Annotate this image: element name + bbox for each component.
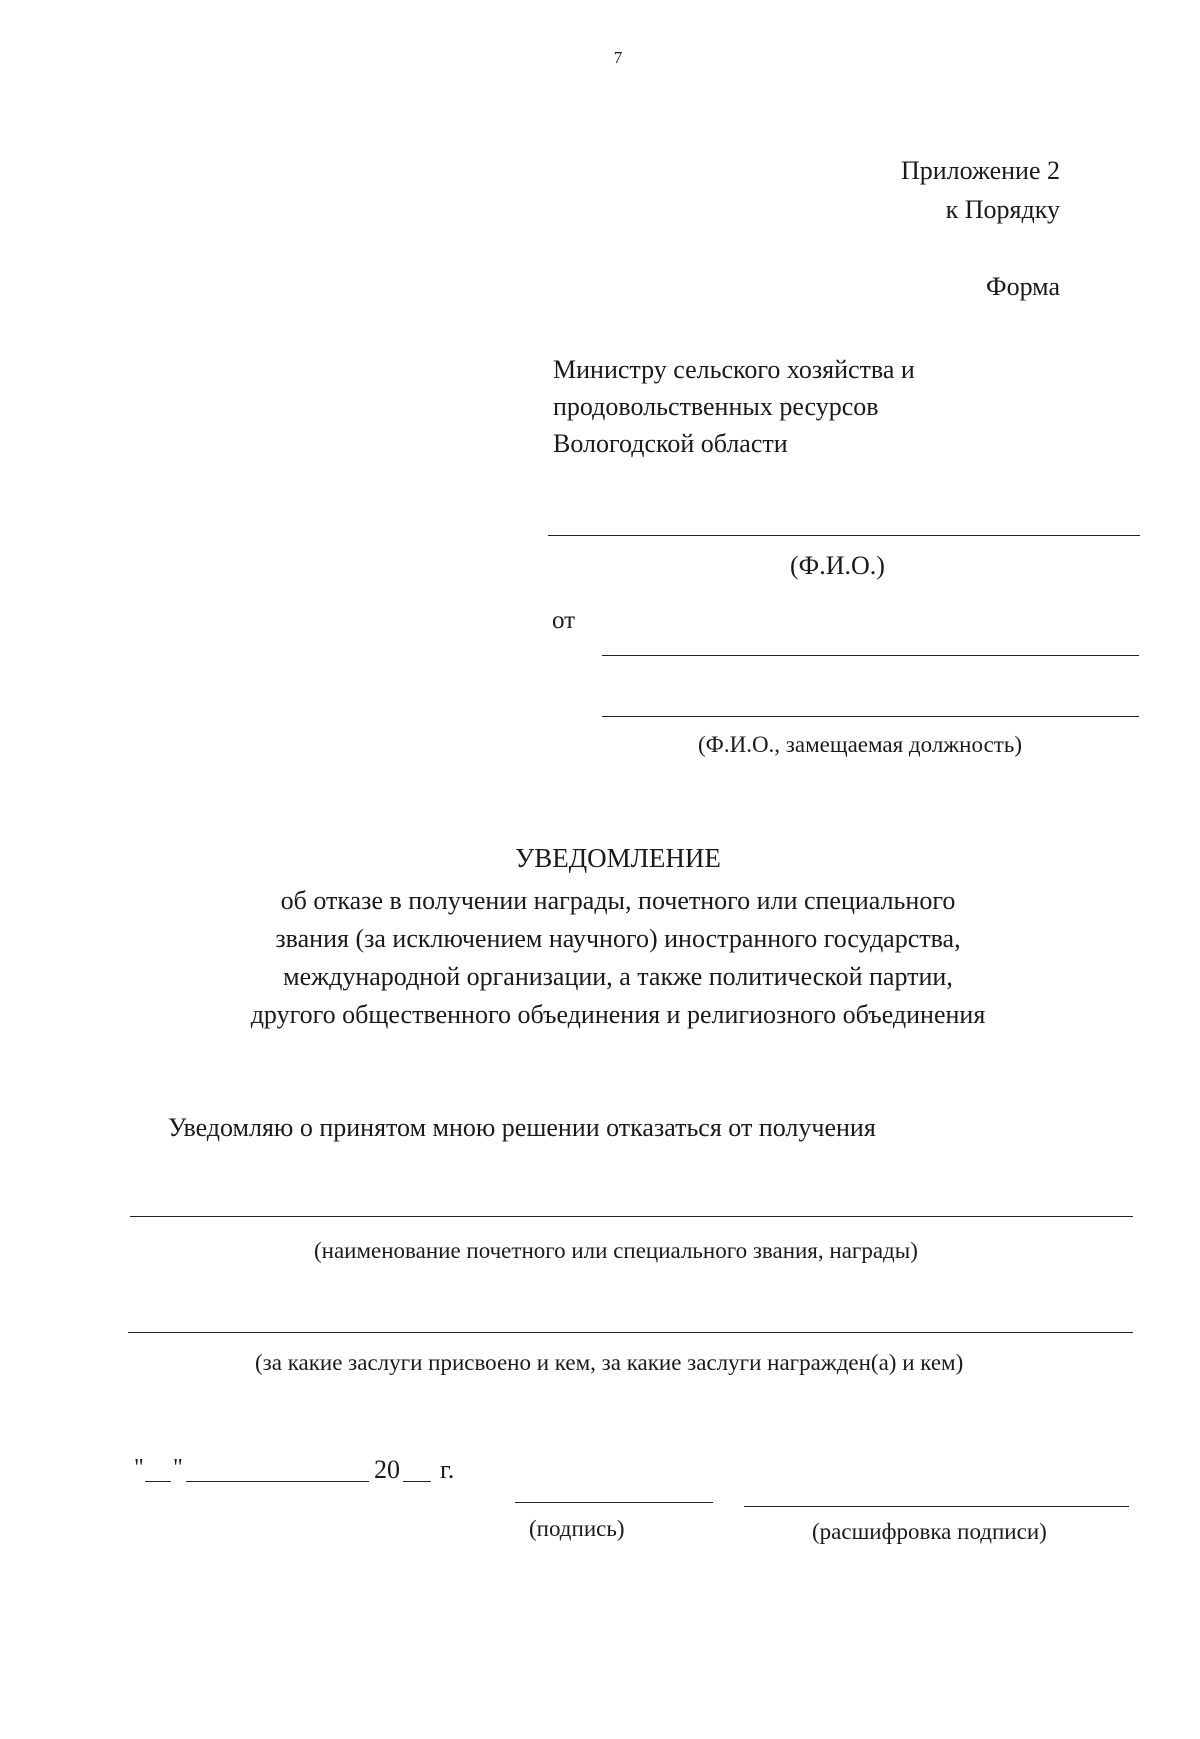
signature-line[interactable] [515,1502,713,1503]
signature-decoding-caption: (расшифровка подписи) [812,1519,1047,1544]
page-number: 7 [613,48,623,67]
appendix-line2: к Порядку [945,195,1060,224]
signature-caption: (подпись) [529,1516,625,1541]
award-caption: (наименование почетного или специального звания, награды) [314,1238,918,1263]
addressee-line2: продовольственных ресурсов [553,392,879,421]
sender-caption: (Ф.И.О., замещаемая должность) [698,732,1022,757]
date-month-line[interactable] [186,1481,369,1482]
merits-caption: (за какие заслуги присвоено и кем, за какие заслуги награжден(а) и кем) [255,1350,964,1375]
body-text: Уведомляю о принятом мною решении отказаться от получения [168,1113,876,1142]
addressee-line1: Министру сельского хозяйства и [553,355,915,384]
date-year-line[interactable] [403,1481,431,1482]
date-quote-close: " [173,1455,183,1481]
addressee-fio-line[interactable] [548,535,1140,536]
notice-title: УВЕДОМЛЕНИЕ [515,843,721,873]
date-year-prefix: 20 [374,1455,400,1484]
appendix-line1: Приложение 2 [900,156,1060,185]
fio-caption: (Ф.И.О.) [790,551,885,580]
from-label: от [552,607,576,634]
date-quote-open: " [134,1455,144,1481]
form-label: Форма [986,272,1060,301]
notice-line-3: международной организации, а также политической партии, [283,962,953,991]
notice-line-2: звания (за исключением научного) иностранного государства, [275,924,961,953]
notice-line-4: другого общественного объединения и религиозного объединения [250,1000,986,1029]
signature-decoding-line[interactable] [744,1506,1129,1507]
award-name-line[interactable] [130,1216,1133,1217]
addressee-line3: Вологодской области [553,429,788,458]
date-day-line[interactable] [145,1481,171,1482]
date-year-suffix: г. [440,1455,455,1484]
sender-line-1[interactable] [602,655,1139,656]
merits-line[interactable] [128,1332,1133,1333]
notice-line-1: об отказе в получении награды, почетного или специального [280,886,956,915]
sender-line-2[interactable] [602,716,1139,717]
